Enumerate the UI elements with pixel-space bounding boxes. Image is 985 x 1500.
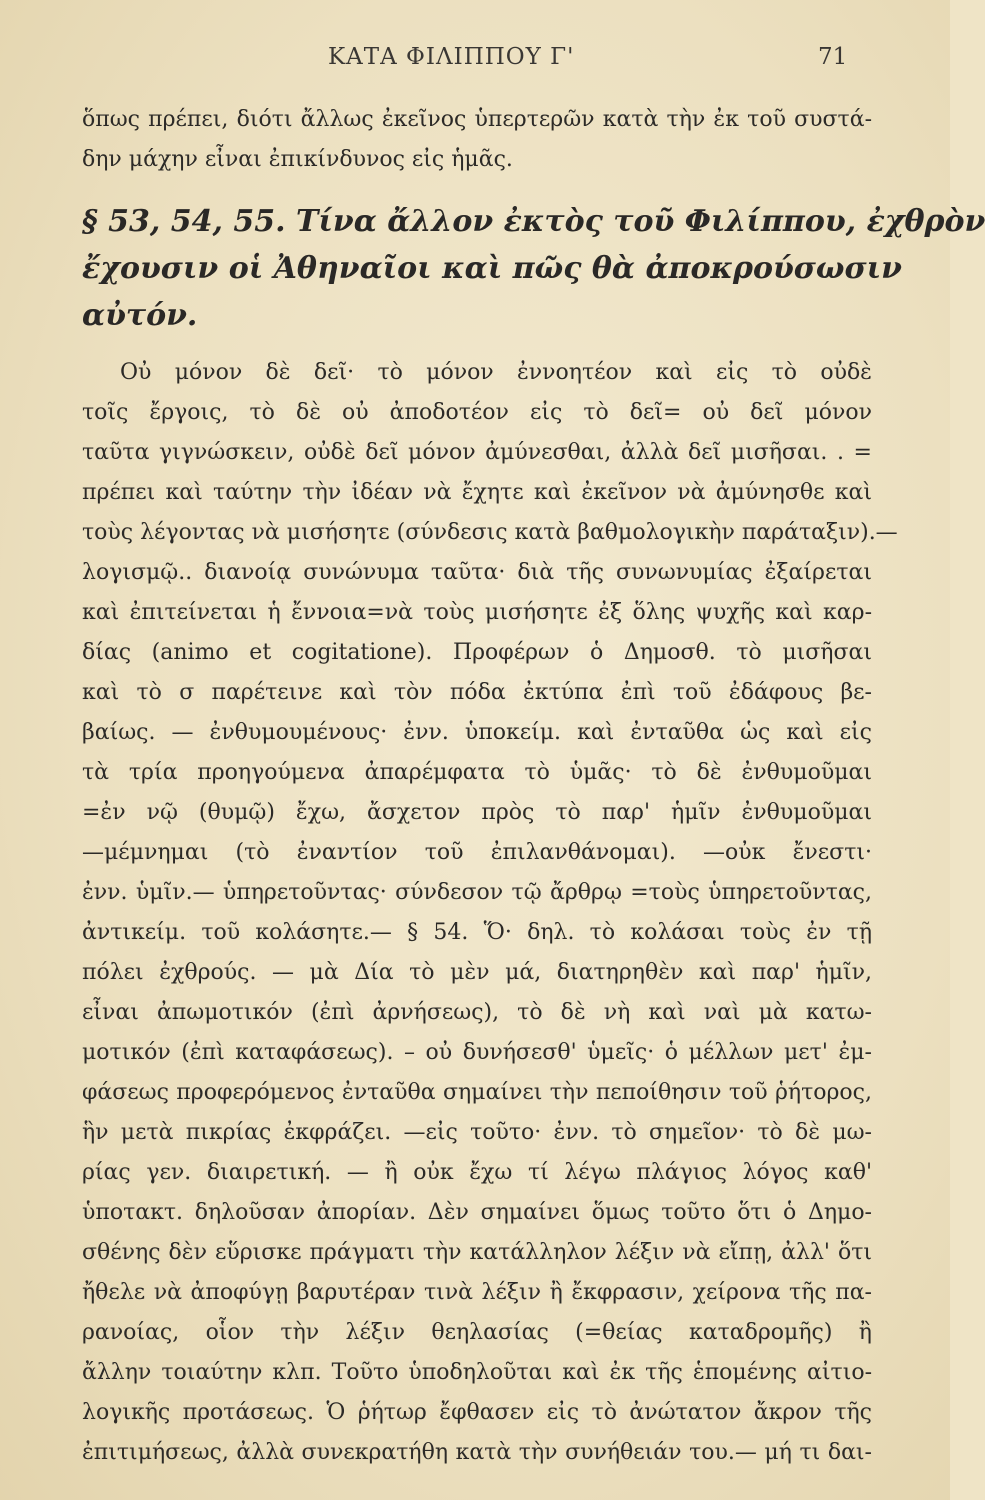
heading-line: αὐτόν. — [82, 298, 198, 333]
running-head — [0, 44, 950, 84]
text-line: σθένης δὲν εὕρισκε πράγματι τὴν κατάλληλον λέξιν νὰ εἴπῃ, ἀλλ' ὅτι — [82, 1240, 872, 1265]
text-line: ἣν μετὰ πικρίας ἐκφράζει. —εἰς τοῦτο· ἐνν. τὸ σημεῖον· τὸ δὲ μω- — [82, 1120, 872, 1145]
text-line: ἤθελε νὰ ἀποφύγῃ βαρυτέραν τινὰ λέξιν ἢ ἔκφρασιν, χείρονα τῆς πα- — [82, 1280, 872, 1305]
text-line: =ἐν νῷ (θυμῷ) ἔχω, ἄσχετον πρὸς τὸ παρ' ἡμῖν ἐνθυμοῦμαι — [82, 800, 872, 825]
text-line: ρανοίας, οἷον τὴν λέξιν θεηλασίας (=θείας καταδρομῆς) ἢ — [82, 1320, 872, 1345]
heading-line: § 53, 54, 55. Τίνα ἄλλον ἐκτὸς τοῦ Φιλίππου, ἐχθρὸν — [82, 204, 985, 239]
text-line: τοὺς λέγοντας νὰ μισήσητε (σύνδεσις κατὰ βαθμολογικὴν παράταξιν).— — [82, 520, 898, 545]
heading-line: ἔχουσιν οἱ Ἀθηναῖοι καὶ πῶς θὰ ἀποκρούσωσιν — [82, 251, 902, 286]
text-line: ὑποτακτ. δηλοῦσαν ἀπορίαν. Δὲν σημαίνει ὅμως τοῦτο ὅτι ὁ Δημο- — [82, 1200, 872, 1225]
text-line: ἐπιτιμήσεως, ἀλλὰ συνεκρατήθη κατὰ τὴν συνήθειάν του.— μή τι δαι- — [82, 1440, 872, 1465]
text-line: καὶ ἐπιτείνεται ἡ ἔννοια=νὰ τοὺς μισήσητε ἐξ ὅλης ψυχῆς καὶ καρ- — [82, 600, 872, 625]
page-body — [82, 100, 985, 1473]
page-number: 71 — [818, 44, 848, 70]
text-line: μοτικόν (ἐπὶ καταφάσεως). – οὐ δυνήσεσθ' ὑμεῖς· ὁ μέλλων μετ' ἐμ- — [82, 1040, 872, 1065]
text-line: ταῦτα γιγνώσκειν, οὐδὲ δεῖ μόνον ἀμύνεσθαι, ἀλλὰ δεῖ μισῆσαι. . = — [82, 440, 872, 465]
section-heading — [82, 198, 985, 339]
text-line: τὰ τρία προηγούμενα ἀπαρέμφατα τὸ ὑμᾶς· τὸ δὲ ἐνθυμοῦμαι — [82, 760, 872, 785]
text-line: πόλει ἐχθρούς. — μὰ Δία τὸ μὲν μά, διατηρηθὲν καὶ παρ' ἡμῖν, — [82, 960, 872, 985]
text-line: ἀντικείμ. τοῦ κολάσητε.— § 54. Ὅ· δηλ. τὸ κολάσαι τοὺς ἐν τῇ — [82, 920, 872, 945]
text-line: ρίας γεν. διαιρετική. — ἢ οὐκ ἔχω τί λέγω πλάγιος λόγος καθ' — [82, 1160, 872, 1185]
header-title: ΚΑΤΑ ΦΙΛΙΠΠΟΥ Γ' — [328, 44, 575, 70]
text-line: ἄλλην τοιαύτην κλπ. Τοῦτο ὑποδηλοῦται καὶ ἐκ τῆς ἑπομένης αἰτιο- — [82, 1360, 872, 1385]
intro-paragraph — [82, 100, 872, 180]
text-line: ὅπως πρέπει, διότι ἄλλως ἐκεῖνος ὑπερτερῶν κατὰ τὴν ἐκ τοῦ συστά- — [82, 107, 872, 132]
text-line: πρέπει καὶ ταύτην τὴν ἰδέαν νὰ ἔχητε καὶ ἐκεῖνον νὰ ἀμύνησθε καὶ — [82, 480, 872, 505]
text-line: φάσεως προφερόμενος ἐνταῦθα σημαίνει τὴν πεποίθησιν τοῦ ῥήτορος, — [82, 1080, 872, 1105]
text-line: δίας (animo et cogitatione). Προφέρων ὁ Δημοσθ. τὸ μισῆσαι — [82, 640, 872, 665]
text-line: δην μάχην εἶναι ἐπικίνδυνος εἰς ἡμᾶς. — [82, 147, 513, 172]
text-line: λογισμῷ.. διανοίᾳ συνώνυμα ταῦτα· διὰ τῆς συνωνυμίας ἐξαίρεται — [82, 560, 872, 585]
text-line: τοῖς ἔργοις, τὸ δὲ οὐ ἀποδοτέον εἰς τὸ δεῖ= οὐ δεῖ μόνον — [82, 400, 872, 425]
text-line: λογικῆς προτάσεως. Ὁ ῥήτωρ ἔφθασεν εἰς τὸ ἀνώτατον ἄκρον τῆς — [82, 1400, 872, 1425]
text-line: εἶναι ἀπωμοτικόν (ἐπὶ ἀρνήσεως), τὸ δὲ νὴ καὶ ναὶ μὰ κατω- — [82, 1000, 872, 1025]
text-line: Οὐ μόνον δὲ δεῖ· τὸ μόνον ἐννοητέον καὶ εἰς τὸ οὐδὲ — [120, 360, 872, 385]
commentary-paragraph — [82, 353, 898, 1473]
text-line: καὶ τὸ σ παρέτεινε καὶ τὸν πόδα ἐκτύπα ἐπὶ τοῦ ἐδάφους βε- — [82, 680, 872, 705]
text-line: —μέμνημαι (τὸ ἐναντίον τοῦ ἐπιλανθάνομαι). —οὐκ ἔνεστι· — [82, 840, 872, 865]
text-line: βαίως. — ἐνθυμουμένους· ἐνν. ὑποκείμ. καὶ ἐνταῦθα ὡς καὶ εἰς — [82, 720, 872, 745]
text-line: ἐνν. ὑμῖν.— ὑπηρετοῦντας· σύνδεσον τῷ ἄρθρῳ =τοὺς ὑπηρετοῦντας, — [82, 880, 872, 905]
